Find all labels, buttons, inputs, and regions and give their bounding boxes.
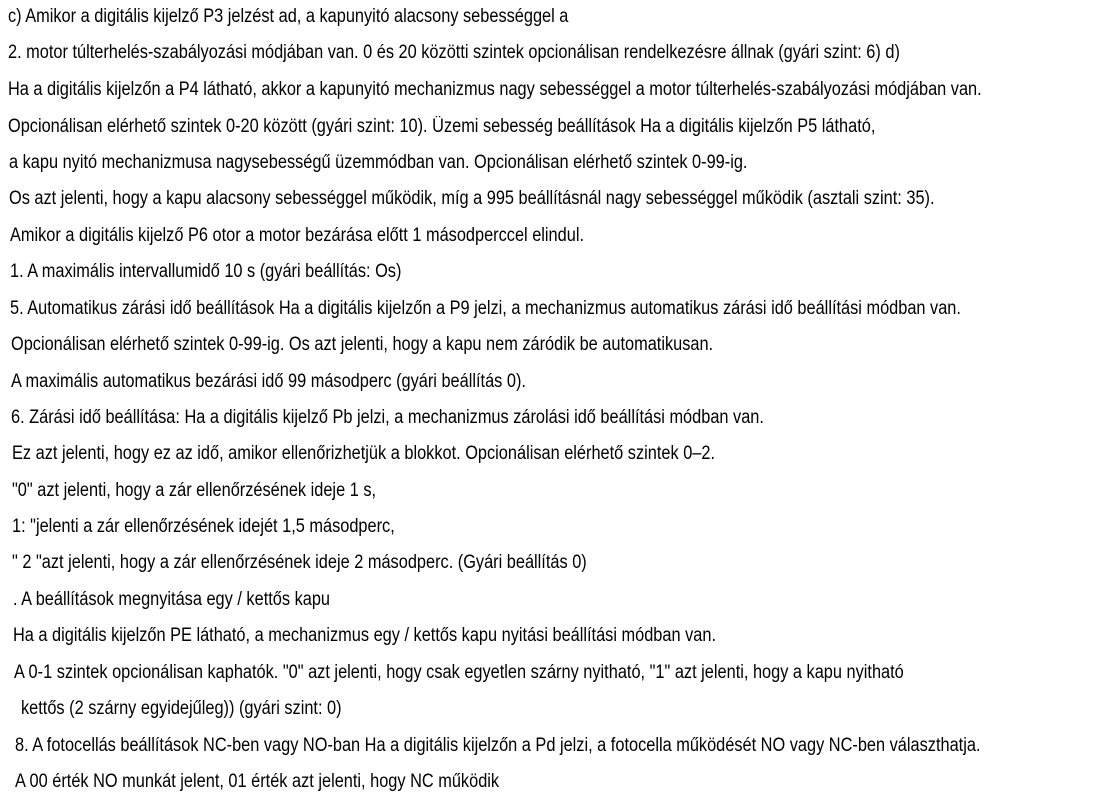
text-line-3: Ha a digitális kijelzőn a P4 látható, akkor a kapunyitó mechanizmus nagy sebességgel a motor túlterhelés-szabályozási módjában van. xyxy=(8,79,982,100)
text-line-12: 6. Zárási idő beállítása: Ha a digitális kijelző Pb jelzi, a mechanizmus zárolási idő beállítási módban van. xyxy=(11,407,764,428)
text-line-2: 2. motor túlterhelés-szabályozási módjában van. 0 és 20 közötti szintek opcionálisan rendelkezésre állnak (gyári szint: 6) d) xyxy=(8,42,900,63)
text-line-5: a kapu nyitó mechanizmusa nagysebességű üzemmódban van. Opcionálisan elérhető szintek 0-99-ig. xyxy=(9,152,748,173)
text-line-18: Ha a digitális kijelzőn PE látható, a mechanizmus egy / kettős kapu nyitási beállítási módban van. xyxy=(13,625,716,646)
text-line-11: A maximális automatikus bezárási idő 99 másodperc (gyári beállítás 0). xyxy=(11,371,526,392)
text-line-16: " 2 "azt jelenti, hogy a zár ellenőrzésének ideje 2 másodperc. (Gyári beállítás 0) xyxy=(12,552,587,573)
text-line-7: Amikor a digitális kijelző P6 otor a motor bezárása előtt 1 másodperccel elindul. xyxy=(10,225,584,246)
text-line-4: Opcionálisan elérhető szintek 0-20 között (gyári szint: 10). Üzemi sebesség beállítások Ha a digitális kijelzőn P5 látható, xyxy=(8,116,876,137)
text-line-17: . A beállítások megnyitása egy / kettős kapu xyxy=(13,589,331,610)
text-line-14: "0" azt jelenti, hogy a zár ellenőrzésének ideje 1 s, xyxy=(12,480,377,501)
text-line-22: A 00 érték NO munkát jelent, 01 érték azt jelenti, hogy NC működik xyxy=(15,771,500,792)
text-line-21: 8. A fotocellás beállítások NC-ben vagy NO-ban Ha a digitális kijelzőn a Pd jelzi, a fotocella működését NO vagy NC-ben választhatja. xyxy=(15,735,981,756)
text-line-10: Opcionálisan elérhető szintek 0-99-ig. Os azt jelenti, hogy a kapu nem záródik be automatikusan. xyxy=(11,334,714,355)
text-line-6: Os azt jelenti, hogy a kapu alacsony sebességgel működik, míg a 995 beállításnál nagy sebességgel működik (asztali szint: 35). xyxy=(9,188,935,209)
text-line-1: c) Amikor a digitális kijelző P3 jelzést ad, a kapunyitó alacsony sebességgel a xyxy=(8,6,569,27)
text-line-13: Ez azt jelenti, hogy ez az idő, amikor ellenőrizhetjük a blokkot. Opcionálisan elérhető szintek 0–2. xyxy=(12,443,716,464)
text-line-8: 1. A maximális intervallumidő 10 s (gyári beállítás: Os) xyxy=(10,261,402,282)
text-line-9: 5. Automatikus zárási idő beállítások Ha a digitális kijelzőn a P9 jelzi, a mechanizmus automatikus zárási idő beállítási módban van. xyxy=(10,298,961,319)
text-line-20: kettős (2 szárny egyidejűleg)) (gyári szint: 0) xyxy=(21,698,342,719)
text-line-19: A 0-1 szintek opcionálisan kaphatók. "0" azt jelenti, hogy csak egyetlen szárny nyitható, "1" azt jelenti, hogy a kapu nyitható xyxy=(14,662,904,683)
text-line-15: 1: "jelenti a zár ellenőrzésének idejét 1,5 másodperc, xyxy=(12,516,395,537)
